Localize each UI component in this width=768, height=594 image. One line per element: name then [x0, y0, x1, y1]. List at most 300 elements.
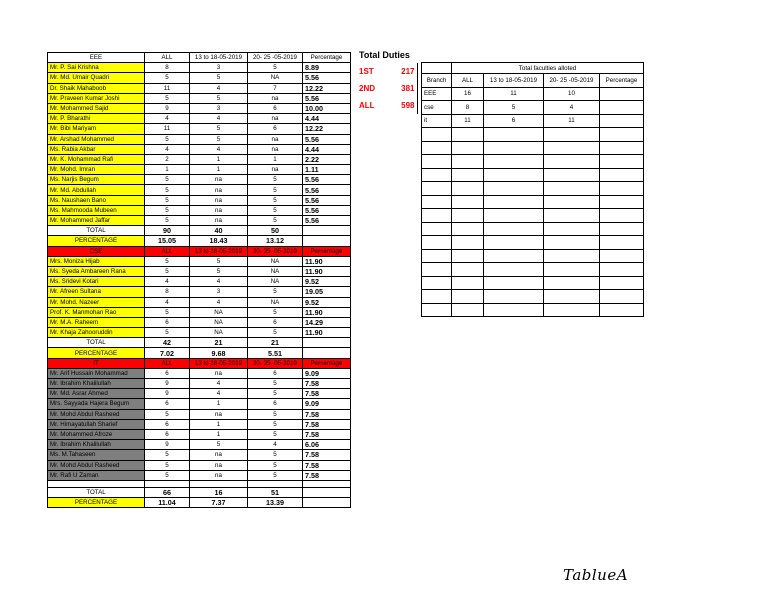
duty-count: na	[190, 460, 248, 470]
faculties-column-headers	[422, 74, 644, 88]
faculty-name: Mr. Md. Abdullah	[48, 185, 145, 195]
table-row	[48, 63, 351, 73]
summary-week1: 9.68	[190, 348, 248, 358]
faculty-name: Mrs. Sayyada Hajera Begum	[48, 399, 145, 409]
percentage-value: 7.58	[303, 429, 351, 439]
percentage-value: 4.44	[303, 144, 351, 154]
percentage-value: 9.52	[303, 297, 351, 307]
empty-cell	[544, 168, 600, 182]
summary-week2: 13.12	[248, 236, 303, 246]
summary-week2: 21	[248, 338, 303, 348]
blank-row	[48, 480, 351, 487]
duty-count: 5	[248, 205, 303, 215]
faculty-count: 8	[452, 101, 484, 115]
empty-cell	[544, 249, 600, 263]
empty-cell	[422, 195, 452, 209]
empty-cell	[422, 276, 452, 290]
section-header-row	[48, 358, 351, 368]
duty-count: 4	[190, 114, 248, 124]
empty-cell	[422, 263, 452, 277]
column-header: EEE	[48, 53, 145, 63]
duty-label: 2ND	[359, 84, 376, 94]
faculty-name: Mr. Md. Asrar Ahmed	[48, 389, 145, 399]
duty-count: na	[190, 470, 248, 480]
duty-count: 1	[248, 154, 303, 164]
column-header: Branch	[422, 74, 452, 88]
duty-count: 3	[190, 63, 248, 73]
duty-count: 5	[145, 134, 190, 144]
empty-cell	[600, 128, 644, 142]
duty-count: na	[248, 144, 303, 154]
duty-count: 1	[190, 165, 248, 175]
duty-count: 5	[145, 450, 190, 460]
table-row	[48, 307, 351, 317]
duty-count: 5	[190, 266, 248, 276]
percentage-value: 9.09	[303, 399, 351, 409]
summary-week1: 21	[190, 338, 248, 348]
faculty-name: Mrs. Moniza Hijab	[48, 256, 145, 266]
faculty-name: Mr. Khaja Zahooruddin	[48, 328, 145, 338]
duty-count: 5	[145, 93, 190, 103]
duty-count: 1	[190, 154, 248, 164]
faculty-count: 6	[484, 114, 544, 128]
faculty-name: Mr. Rafi U Zaman	[48, 470, 145, 480]
table-row	[48, 205, 351, 215]
summary-week2: 50	[248, 226, 303, 236]
empty-cell	[452, 263, 484, 277]
section-header-row	[48, 246, 351, 256]
percentage-value: 8.89	[303, 63, 351, 73]
faculty-name: Mr. Praveen Kumar Joshi	[48, 93, 145, 103]
empty-cell	[422, 168, 452, 182]
empty-cell	[452, 168, 484, 182]
empty-cell	[544, 290, 600, 304]
duty-count: 4	[190, 389, 248, 399]
table-row	[48, 185, 351, 195]
duty-count: 9	[145, 440, 190, 450]
empty-row	[422, 195, 644, 209]
duty-count: 2	[145, 154, 190, 164]
percentage-value: 5.56	[303, 205, 351, 215]
column-header: Percentage	[303, 358, 351, 368]
duty-count: 8	[145, 287, 190, 297]
faculty-count	[600, 114, 644, 128]
empty-cell	[484, 290, 544, 304]
faculty-name: Prof. K. Manmohan Rao	[48, 307, 145, 317]
empty-cell	[452, 290, 484, 304]
table-row	[48, 266, 351, 276]
faculty-count: 11	[544, 114, 600, 128]
empty-row	[422, 236, 644, 250]
summary-label: PERCENTAGE	[48, 348, 145, 358]
column-header: 20- 25 -05-2019	[248, 246, 303, 256]
faculty-count: 10	[544, 87, 600, 101]
empty-cell	[303, 348, 351, 358]
empty-cell	[422, 236, 452, 250]
table-row	[48, 73, 351, 83]
duty-count: 5	[248, 287, 303, 297]
duty-count: NA	[248, 297, 303, 307]
duty-count: na	[190, 450, 248, 460]
duty-count: 5	[248, 175, 303, 185]
table-row	[48, 256, 351, 266]
duty-count: 5	[190, 124, 248, 134]
total-duties-title: Total Duties	[359, 51, 410, 61]
table-row	[48, 124, 351, 134]
faculty-name: Ms. Mahmooda Mubeen	[48, 205, 145, 215]
percentage-value: 10.00	[303, 103, 351, 113]
empty-cell	[303, 487, 351, 497]
empty-cell	[422, 182, 452, 196]
empty-cell	[303, 226, 351, 236]
duty-count: 5	[145, 328, 190, 338]
percentage-value: 7.58	[303, 419, 351, 429]
empty-cell	[303, 498, 351, 508]
duty-count: 5	[248, 195, 303, 205]
percentage-value: 7.58	[303, 379, 351, 389]
faculty-name: Mr. Mohd. Nazeer	[48, 297, 145, 307]
empty-cell	[452, 249, 484, 263]
column-header: Percentage	[600, 74, 644, 88]
duty-count: na	[190, 195, 248, 205]
duty-count: NA	[248, 266, 303, 276]
empty-cell	[422, 155, 452, 169]
empty-cell	[452, 276, 484, 290]
empty-cell	[145, 480, 190, 487]
table-row	[48, 440, 351, 450]
table-row	[48, 450, 351, 460]
empty-cell	[600, 249, 644, 263]
duty-count: na	[190, 216, 248, 226]
empty-cell	[452, 209, 484, 223]
duty-count: 5	[145, 470, 190, 480]
duty-count: 5	[145, 216, 190, 226]
duty-count: 5	[145, 185, 190, 195]
summary-week1: 16	[190, 487, 248, 497]
faculty-name: Mr. Himayatullah Sharief	[48, 419, 145, 429]
percentage-value: 11.90	[303, 256, 351, 266]
summary-week1: 18.43	[190, 236, 248, 246]
faculty-name: Mr. Afreen Sultana	[48, 287, 145, 297]
duty-count: NA	[190, 307, 248, 317]
duty-count: 5	[145, 73, 190, 83]
empty-cell	[422, 209, 452, 223]
faculty-count: 11	[484, 87, 544, 101]
column-header: IT	[48, 358, 145, 368]
percentage-row	[48, 348, 351, 358]
empty-cell	[484, 155, 544, 169]
empty-cell	[544, 303, 600, 317]
percentage-value: 9.09	[303, 368, 351, 378]
duty-count: 6	[248, 103, 303, 113]
table-row	[48, 368, 351, 378]
empty-cell	[600, 236, 644, 250]
duty-count: 5	[248, 470, 303, 480]
empty-cell	[422, 249, 452, 263]
duty-count: na	[190, 185, 248, 195]
empty-cell	[452, 195, 484, 209]
duty-count: 5	[190, 73, 248, 83]
duty-count: 5	[248, 307, 303, 317]
column-header: ALL	[452, 74, 484, 88]
duty-count: 6	[145, 419, 190, 429]
duty-count: na	[190, 368, 248, 378]
percentage-row	[48, 498, 351, 508]
percentage-value: 5.56	[303, 93, 351, 103]
empty-cell	[600, 290, 644, 304]
empty-cell	[484, 276, 544, 290]
faculty-name: Mr. P. Bharathi	[48, 114, 145, 124]
duty-count: 5	[145, 307, 190, 317]
duty-count: 5	[145, 195, 190, 205]
faculty-name: Mr. Arshad Mohammed	[48, 134, 145, 144]
empty-cell	[544, 209, 600, 223]
empty-cell	[452, 128, 484, 142]
empty-cell	[422, 141, 452, 155]
duty-count: 4	[190, 83, 248, 93]
summary-week1: 7.37	[190, 498, 248, 508]
duty-value: 598	[389, 97, 417, 114]
total-row	[48, 487, 351, 497]
percentage-value: 1.11	[303, 165, 351, 175]
faculty-name: Mr. Mohammed Afroze	[48, 429, 145, 439]
duty-count: NA	[248, 277, 303, 287]
duty-count: 1	[145, 165, 190, 175]
summary-all: 11.04	[145, 498, 190, 508]
faculty-name: Mr. P. Sai Krishna	[48, 63, 145, 73]
summary-all: 90	[145, 226, 190, 236]
column-header: CSE	[48, 246, 145, 256]
percentage-value: 7.58	[303, 470, 351, 480]
table-row	[422, 114, 644, 128]
duty-count: NA	[248, 256, 303, 266]
faculty-name: Mr. Md. Umair Quadri	[48, 73, 145, 83]
duty-count: 3	[190, 103, 248, 113]
duty-count: 5	[145, 266, 190, 276]
column-header: ALL	[145, 246, 190, 256]
faculty-count: 16	[452, 87, 484, 101]
percentage-value: 11.90	[303, 328, 351, 338]
column-header: 13 to 18-05-2019	[190, 246, 248, 256]
duty-count: 9	[145, 379, 190, 389]
faculty-duty-table	[47, 52, 351, 508]
empty-cell	[600, 155, 644, 169]
duty-count: 4	[145, 114, 190, 124]
table-row	[48, 328, 351, 338]
summary-all: 66	[145, 487, 190, 497]
percentage-row	[48, 236, 351, 246]
duty-count: 9	[145, 103, 190, 113]
empty-cell	[303, 338, 351, 348]
empty-cell	[422, 290, 452, 304]
table-row	[48, 399, 351, 409]
duty-count: 6	[248, 368, 303, 378]
empty-cell	[600, 263, 644, 277]
empty-row	[422, 276, 644, 290]
duty-count: 4	[248, 440, 303, 450]
table-row	[48, 216, 351, 226]
duty-count: na	[248, 165, 303, 175]
duty-count: 5	[190, 256, 248, 266]
duty-value: 381	[389, 80, 417, 97]
summary-label: TOTAL	[48, 338, 145, 348]
duty-count: na	[248, 114, 303, 124]
empty-cell	[484, 236, 544, 250]
empty-cell	[544, 182, 600, 196]
table-row	[422, 101, 644, 115]
duty-count: 4	[145, 277, 190, 287]
faculties-allotted-table	[421, 62, 644, 317]
duty-count: 4	[190, 297, 248, 307]
empty-cell	[544, 263, 600, 277]
empty-cell	[303, 236, 351, 246]
empty-cell	[600, 222, 644, 236]
duty-count: NA	[190, 328, 248, 338]
empty-cell	[600, 141, 644, 155]
duty-count: 5	[145, 175, 190, 185]
column-header: 13 to 18-05-2019	[484, 74, 544, 88]
duty-count: 5	[145, 256, 190, 266]
percentage-value: 7.58	[303, 460, 351, 470]
percentage-value: 11.90	[303, 266, 351, 276]
faculty-name: Mr. Arif Hussain Mohammad	[48, 368, 145, 378]
percentage-value: 5.56	[303, 216, 351, 226]
column-header: Percentage	[303, 246, 351, 256]
summary-label: TOTAL	[48, 487, 145, 497]
percentage-value: 7.58	[303, 389, 351, 399]
empty-cell	[303, 480, 351, 487]
branch-name: EEE	[422, 87, 452, 101]
faculty-name: Mr. Mohd Abdul Rasheed	[48, 460, 145, 470]
faculty-name: Ms. Rabia Akbar	[48, 144, 145, 154]
faculty-name: Ms. Syeda Ambareen Rana	[48, 266, 145, 276]
faculty-name: Mr. Bibi Mariyam	[48, 124, 145, 134]
duty-count: 3	[190, 287, 248, 297]
duty-count: na	[248, 134, 303, 144]
faculty-name: Mr. K. Mohammad Rafi	[48, 154, 145, 164]
total-duties-summary	[357, 51, 418, 114]
duty-count: 6	[145, 368, 190, 378]
empty-row	[422, 209, 644, 223]
empty-cell	[544, 222, 600, 236]
empty-cell	[452, 236, 484, 250]
empty-cell	[452, 222, 484, 236]
empty-cell	[544, 236, 600, 250]
duty-count: 5	[248, 379, 303, 389]
faculty-count: 5	[484, 101, 544, 115]
table-row	[48, 389, 351, 399]
total-row	[48, 226, 351, 236]
duty-count: 11	[145, 124, 190, 134]
column-header: 13 to 18-05-2019	[190, 53, 248, 63]
duty-count: 4	[190, 379, 248, 389]
empty-row	[422, 303, 644, 317]
section-header-row	[48, 53, 351, 63]
duty-count: 8	[145, 63, 190, 73]
empty-row	[422, 168, 644, 182]
duty-count: na	[248, 93, 303, 103]
summary-all: 15.05	[145, 236, 190, 246]
summary-week2: 13.39	[248, 498, 303, 508]
table-row	[48, 287, 351, 297]
table-row	[48, 195, 351, 205]
duty-count: 6	[145, 317, 190, 327]
summary-week2: 51	[248, 487, 303, 497]
table-row	[48, 134, 351, 144]
table-row	[422, 87, 644, 101]
duty-count: 5	[190, 440, 248, 450]
table-row	[48, 114, 351, 124]
percentage-value: 11.90	[303, 307, 351, 317]
duty-count: 5	[248, 419, 303, 429]
duty-label: 1ST	[359, 67, 374, 77]
percentage-value: 2.22	[303, 154, 351, 164]
empty-row	[422, 263, 644, 277]
duty-count: 5	[248, 460, 303, 470]
empty-cell	[544, 141, 600, 155]
table-row	[48, 379, 351, 389]
empty-row	[422, 222, 644, 236]
percentage-value: 5.56	[303, 73, 351, 83]
faculty-count: 11	[452, 114, 484, 128]
column-header: ALL	[145, 53, 190, 63]
faculty-name: Mr. Mohammed Sajid	[48, 103, 145, 113]
empty-cell	[452, 182, 484, 196]
duty-count: 6	[248, 317, 303, 327]
percentage-value: 7.58	[303, 450, 351, 460]
empty-cell	[452, 155, 484, 169]
duty-count: 5	[248, 409, 303, 419]
duty-value: 217	[389, 63, 417, 80]
empty-cell	[544, 276, 600, 290]
empty-cell	[484, 168, 544, 182]
summary-label: TOTAL	[48, 226, 145, 236]
faculty-name: Mr. Ibrahim Khalilullah	[48, 379, 145, 389]
duty-count: 1	[190, 399, 248, 409]
empty-cell	[48, 480, 145, 487]
duty-count: 5	[248, 429, 303, 439]
column-header: 20- 25 -05-2019	[544, 74, 600, 88]
empty-cell	[600, 182, 644, 196]
duty-count: na	[190, 205, 248, 215]
empty-cell	[484, 209, 544, 223]
faculty-name: Ms. M.Tahaseen	[48, 450, 145, 460]
empty-cell	[452, 141, 484, 155]
percentage-value: 5.56	[303, 195, 351, 205]
table-row	[48, 297, 351, 307]
branch-name: it	[422, 114, 452, 128]
empty-cell	[544, 128, 600, 142]
empty-cell	[600, 303, 644, 317]
table-row	[48, 409, 351, 419]
column-header: Percentage	[303, 53, 351, 63]
empty-cell	[600, 168, 644, 182]
table-row	[48, 175, 351, 185]
duty-count: 6	[145, 429, 190, 439]
duty-count: 9	[145, 389, 190, 399]
duty-count: 5	[145, 409, 190, 419]
empty-row	[422, 141, 644, 155]
duty-count: 5	[248, 63, 303, 73]
summary-week1: 40	[190, 226, 248, 236]
column-header: 20- 25 -05-2019	[248, 53, 303, 63]
column-header: 20- 25 -05-2019	[248, 358, 303, 368]
empty-cell	[484, 195, 544, 209]
faculty-name: Mr. M.A. Raheem	[48, 317, 145, 327]
empty-cell	[484, 263, 544, 277]
empty-cell	[422, 303, 452, 317]
empty-cell	[190, 480, 248, 487]
